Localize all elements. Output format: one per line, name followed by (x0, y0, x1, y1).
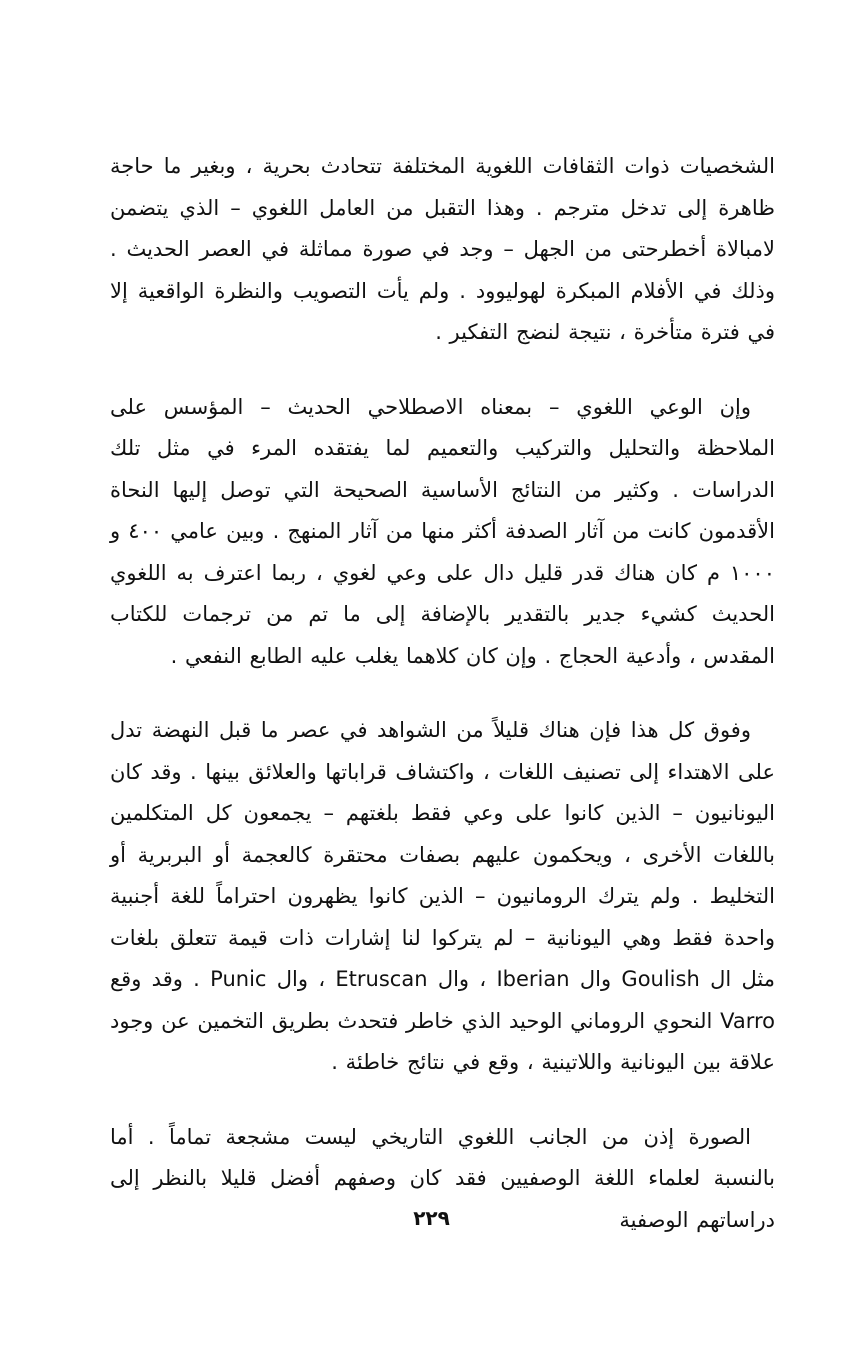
paragraph-4: الصورة إذن من الجانب اللغوي التاريخي ليست مشجعة تماماً . أما بالنسبة لعلماء اللغة الوصفيين فقد كان وصفهم أفضل قليلا بالنظر إلى دراساتهم الوصفية (110, 1124, 775, 1232)
paragraph-2: وإن الوعي اللغوي – بمعناه الاصطلاحي الحديث – المؤسس على الملاحظة والتحليل والتركيب والتعميم لما يفتقده المرء في مثل تلك الدراسات . وكثير من النتائج الأساسية الصحيحة التي توصل إليها النحاة الأقدمون كانت من آثار الصدفة أكثر منها من آثار المنهج . وبين عامي ٤٠٠ و ١٠٠٠ م كان هناك قدر قليل دال على وعي لغوي ، ربما اعترف به اللغوي الحديث كشيء جدير بالتقدير بالإضافة إلى ما تم من ترجمات للكتاب المقدس ، وأدعية الحجاج . وإن كان كلاهما يغلب عليه الطابع النفعي . (110, 394, 775, 668)
paragraph-3: وفوق كل هذا فإن هناك قليلاً من الشواهد في عصر ما قبل النهضة تدل على الاهتداء إلى تصنيف اللغات ، واكتشاف قراباتها والعلائق بينها . وقد كان اليونانيون – الذين كانوا على وعي فقط بلغتهم – يجمعون كل المتكلمين باللغات الأخرى ، ويحكمون عليهم بصفات محتقرة كالعجمة أو البربرية أو التخليط . ولم يترك الرومانيون – الذين كانوا يظهرون احتراماً للغة أجنبية واحدة فقط وهي اليونانية – لم يتركوا لنا إشارات ذات قيمة تتعلق بلغات مثل ال Goulish وال Iberian ، وال Etruscan ، وال Punic . وقد وقع Varro النحوي الروماني الوحيد الذي خاطر فتحدث بطريق التخمين عن وجود علاقة بين اليونانية واللاتينية ، وقع في نتائج خاطئة . (110, 718, 775, 1074)
paragraph-1: الشخصيات ذوات الثقافات اللغوية المختلفة تتحادث بحرية ، وبغير ما حاجة ظاهرة إلى تدخل مترجم . وهذا التقبل من العامل اللغوي – الذي يتضمن لامبالاة أخطرحتى من الجهل – وجد في صورة مماثلة في العصر الحديث . وذلك في الأفلام المبكرة لهوليوود . ولم يأت التصويب والنظرة الواقعية إلا في فترة متأخرة ، نتيجة لنضج التفكير . (110, 154, 775, 344)
page-body-text (110, 146, 775, 1241)
page-number: ٢٢٩ (413, 1206, 450, 1230)
